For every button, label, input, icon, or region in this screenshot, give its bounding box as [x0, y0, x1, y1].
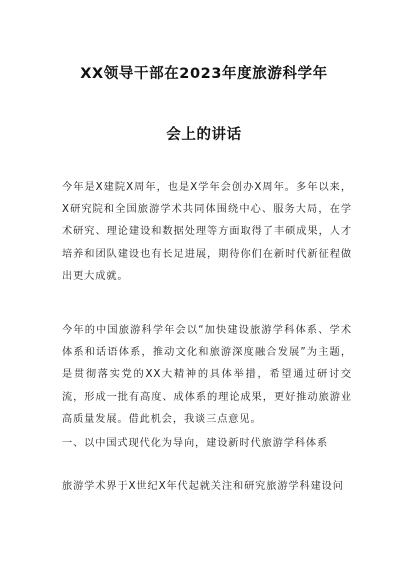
- paragraph-1: 今年是X建院X周年，也是X学年会创办X周年。多年以来，X研究院和全国旅游学术共同体围绕中心、服务大局，在学术研究、理论建设和数据处理等方面取得了丰硕成果，人才培养和团队建设也有长足进展，期待你们在新时代新征程做出更大成就。: [62, 182, 352, 282]
- section-1-heading: 一、以中国式现代化为导向，建设新时代旅游学科体系: [62, 438, 329, 449]
- paragraph-2: 今年的中国旅游科学年会以“加快建设旅游学科体系、学术体系和话语体系，推动文化和旅游深度融合发展”为主题，是贯彻落实党的XX大精神的具体举措，希望通过研讨交流，形成一批有高度、成体系的理论成果，更好推动旅游业高质量发展。借此机会，我谈三点意见。: [62, 325, 352, 425]
- document-title-line1: XX领导干部在2023年度旅游科学年: [80, 66, 328, 82]
- document-title-line2: 会上的讲话: [166, 127, 242, 143]
- paragraph-3: 旅游学术界于X世纪X年代起就关注和研究旅游学科建设问: [62, 481, 344, 492]
